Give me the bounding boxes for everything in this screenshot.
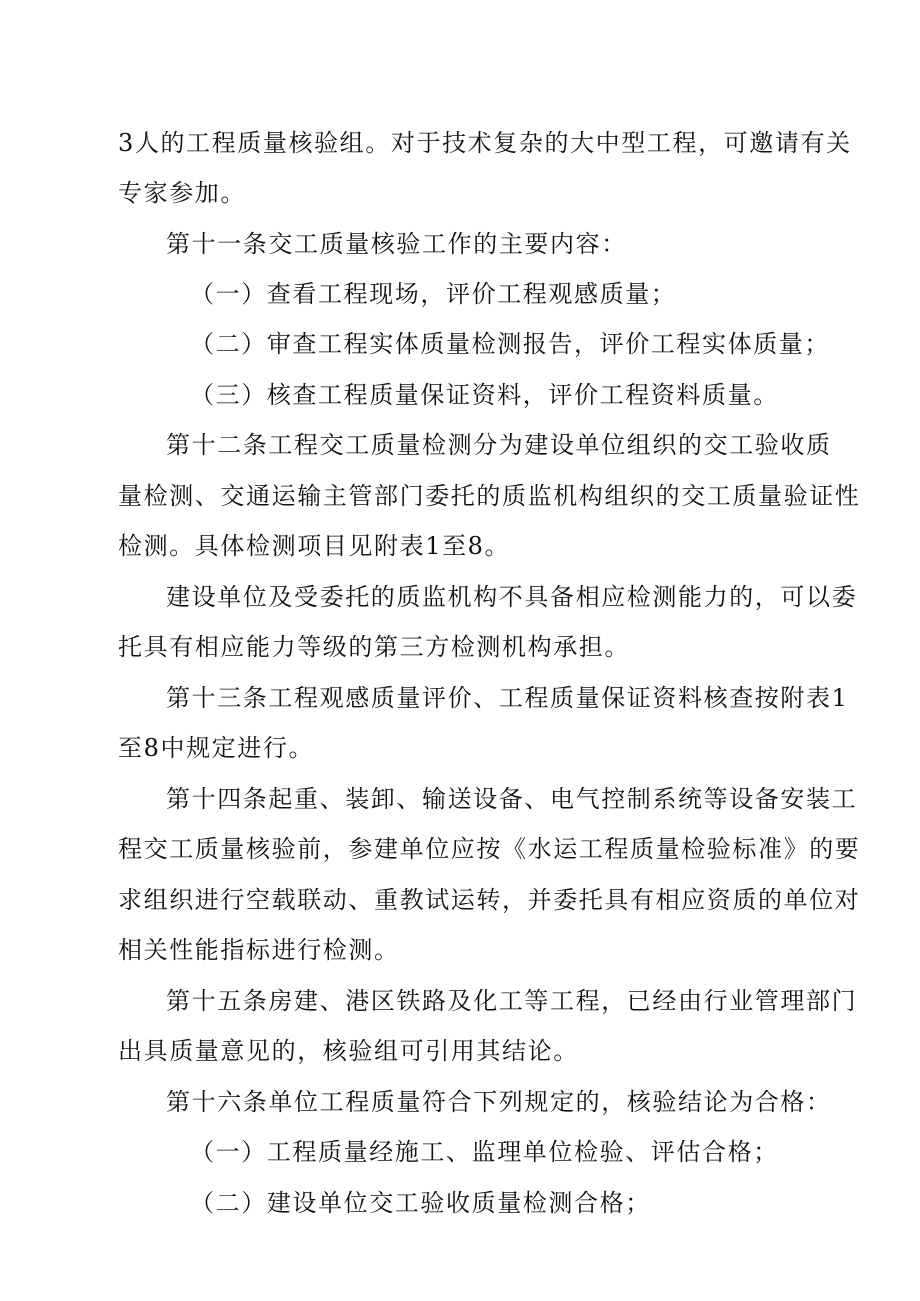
text-line: 量检测、交通运输主管部门委托的质监机构组织的交工质量验证性 xyxy=(118,482,861,510)
article-16-item-1: （一）工程质量经施工、监理单位检验、评估合格； xyxy=(190,1138,779,1166)
article-14-paragraph: 第十四条起重、装卸、输送设备、电气控制系统等设备安装工 xyxy=(166,785,858,813)
article-12-paragraph: 第十二条工程交工质量检测分为建设单位组织的交工验收质 xyxy=(166,431,832,459)
article-15-paragraph: 第十五条房建、港区铁路及化工等工程，已经由行业管理部门 xyxy=(166,987,858,1015)
text-line: 托具有相应能力等级的第三方检测机构承担。 xyxy=(118,633,630,661)
article-16-heading: 第十六条单位工程质量符合下列规定的，核验结论为合格： xyxy=(166,1088,832,1116)
article-16-item-2: （二）建设单位交工验收质量检测合格； xyxy=(190,1189,651,1217)
text-line: 相关性能指标进行检测。 xyxy=(118,936,400,964)
text-line: 至8中规定进行。 xyxy=(118,734,315,762)
text-line: 程交工质量核验前，参建单位应按《水运工程质量检验标准》的要 xyxy=(118,835,861,863)
text-line: 检测。具体检测项目见附表1至8。 xyxy=(118,532,511,560)
article-11-item-1: （一）查看工程现场，评价工程观感质量； xyxy=(190,280,677,308)
text-line: 专家参加。 xyxy=(118,179,246,207)
article-11-item-3: （三）核查工程质量保证资料，评价工程资料质量。 xyxy=(190,381,779,409)
text-line: 求组织进行空载联动、重教试运转，并委托具有相应资质的单位对 xyxy=(118,886,861,914)
text-line: 出具质量意见的，核验组可引用其结论。 xyxy=(118,1037,579,1065)
paragraph-line: 建设单位及受委托的质监机构不具备相应检测能力的，可以委 xyxy=(166,583,858,611)
article-11-heading: 第十一条交工质量核验工作的主要内容： xyxy=(166,230,627,258)
article-13-paragraph: 第十三条工程观感质量评价、工程质量保证资料核查按附表1 xyxy=(166,684,849,712)
text-line: 3人的工程质量核验组。对于技术复杂的大中型工程，可邀请有关 xyxy=(118,129,852,157)
article-11-item-2: （二）审查工程实体质量检测报告，评价工程实体质量； xyxy=(190,330,830,358)
